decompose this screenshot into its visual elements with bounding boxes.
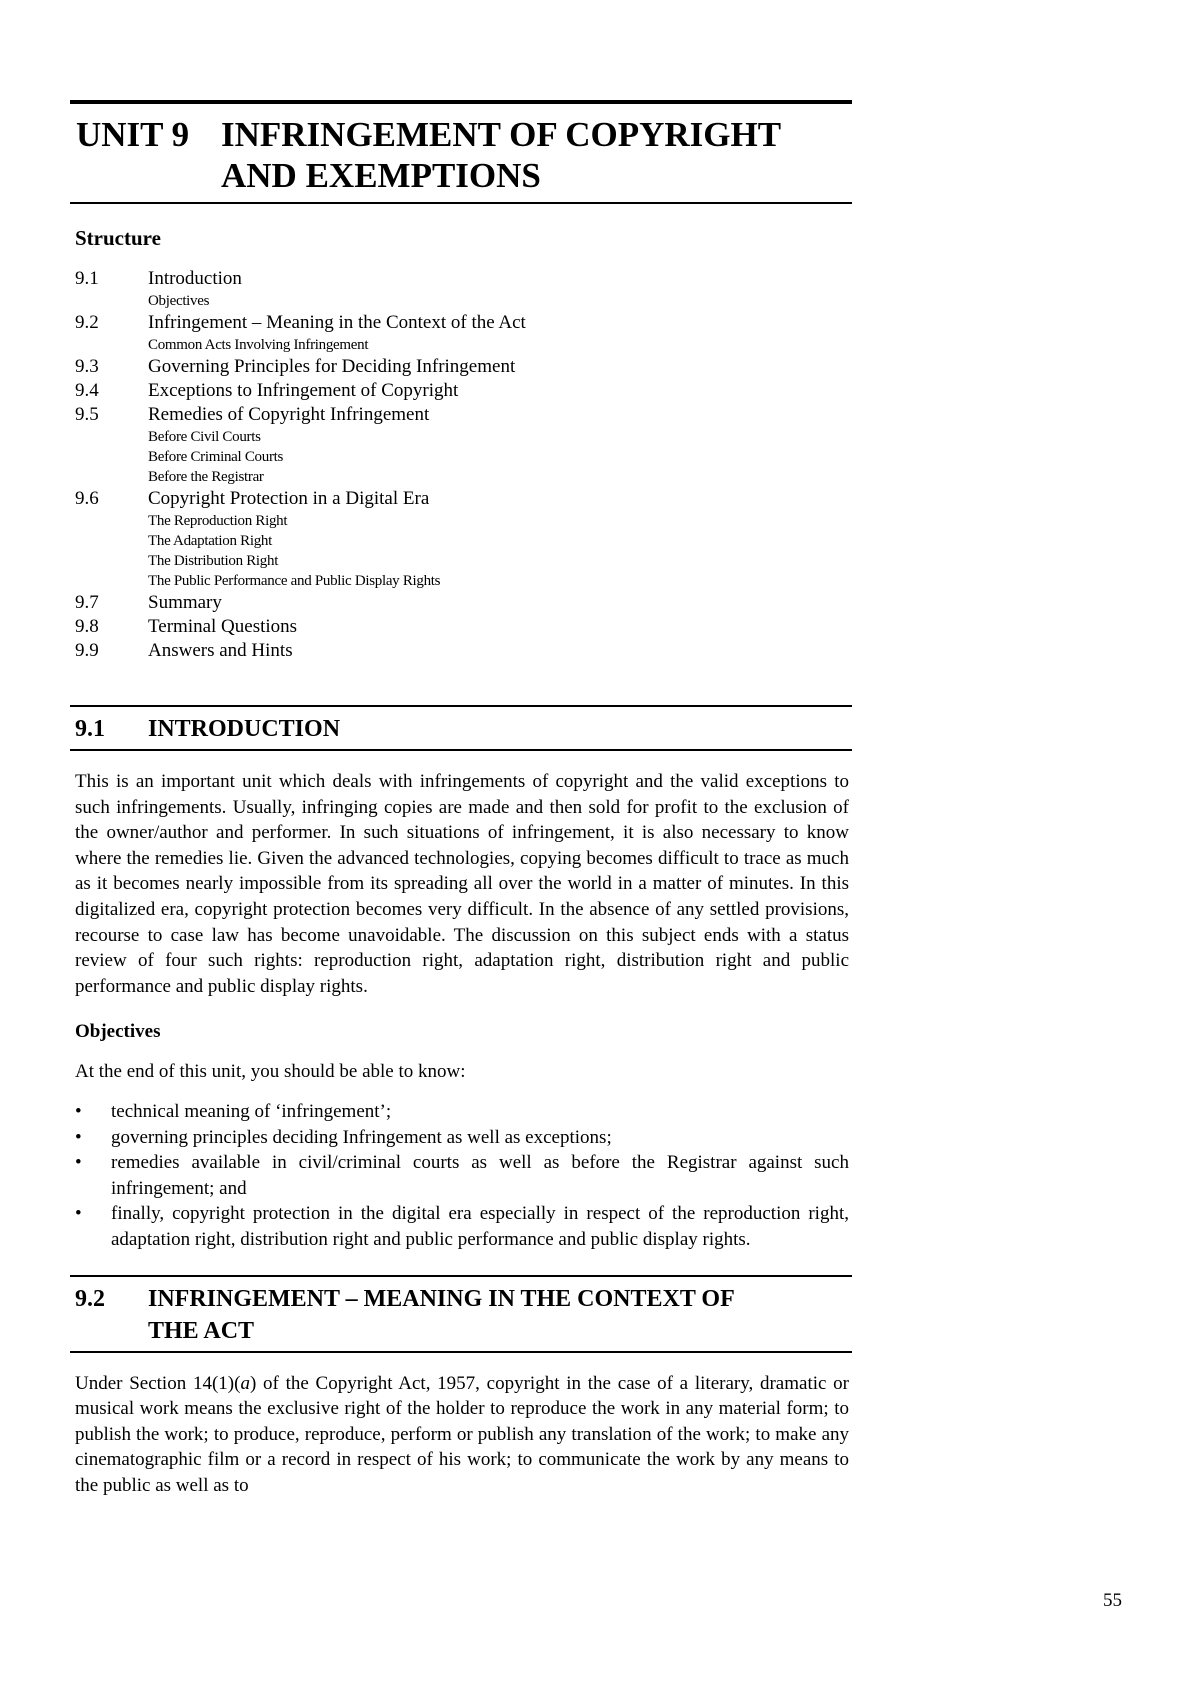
bullet-icon: •: [75, 1100, 82, 1122]
section-1-number: 9.1: [75, 716, 105, 742]
objectives-heading: Objectives: [75, 1021, 161, 1043]
page-number: 55: [1103, 1590, 1122, 1611]
objective-item: [75, 1125, 849, 1151]
unit-number: UNIT 9: [76, 115, 190, 154]
section-2-para-italic: a: [240, 1372, 250, 1394]
introduction-paragraph: This is an important unit which deals with infringements of copyright and the valid exceptions to such infringements. Usually, infringing copies are made and then sold for profit to the exclusion of the owner/author and performer. In such situations of infringement, it is also necessary to know where the remedies lie. Given the advanced technologies, copying becomes difficult to trace as much as it becomes nearly impossible from its spreading all over the world in a matter of minutes. In this digitalized era, copyright protection becomes very difficult. In the absence of any settled provisions, recourse to case law has become unavoidable. The discussion on this subject ends with a status review of four such rights: reproduction right, adaptation right, distribution right and public performance and public display rights.: [75, 771, 849, 997]
section-1-title: INTRODUCTION: [148, 716, 341, 742]
section-2-paragraph: [75, 1371, 849, 1499]
toc-item-title: Terminal Questions: [148, 616, 298, 637]
toc-item-number: 9.6: [75, 488, 99, 509]
toc-item: [75, 311, 852, 335]
toc-item: [75, 487, 852, 511]
bullet-icon: •: [75, 1152, 82, 1174]
objective-text: governing principles deciding Infringement as well as exceptions;: [111, 1126, 612, 1148]
unit-title-text: [221, 114, 852, 196]
toc-item-number: 9.3: [75, 356, 99, 377]
toc-item-number: 9.2: [75, 312, 99, 333]
section-2-title-line2: THE ACT: [148, 1317, 255, 1344]
toc-item: [75, 591, 852, 615]
toc-item-title: Summary: [148, 592, 222, 613]
objective-item: [75, 1150, 849, 1201]
toc-item-number: 9.5: [75, 404, 99, 425]
toc-item: [75, 379, 852, 403]
section-2-para-start: Under Section 14(1)(: [75, 1372, 241, 1394]
objective-item: [75, 1099, 849, 1125]
section-2-title: [148, 1283, 852, 1347]
section-2-title-line1: INFRINGEMENT – MEANING IN THE CONTEXT OF: [148, 1285, 735, 1312]
toc-subitem: The Distribution Right: [148, 553, 279, 569]
toc-subitem: The Reproduction Right: [148, 513, 288, 529]
toc-item-title: Exceptions to Infringement of Copyright: [148, 380, 459, 401]
unit-title: [70, 104, 852, 202]
section-2-heading: [70, 1277, 852, 1351]
objective-item: [75, 1201, 849, 1252]
objectives-list: [75, 1099, 849, 1253]
section-1-heading: [70, 707, 852, 749]
objectives-intro: At the end of this unit, you should be able to know:: [75, 1061, 466, 1083]
toc-item: [75, 403, 852, 427]
toc-item-number: 9.9: [75, 640, 99, 661]
toc-subitem: Before Criminal Courts: [148, 449, 284, 465]
toc-item-number: 9.8: [75, 616, 99, 637]
bullet-icon: •: [75, 1203, 82, 1225]
toc-subitem: Common Acts Involving Infringement: [148, 337, 369, 353]
bullet-icon: •: [75, 1126, 82, 1148]
toc-item-title: Remedies of Copyright Infringement: [148, 404, 430, 425]
toc-subitem: The Public Performance and Public Display Rights: [148, 573, 441, 589]
toc-item-number: 9.7: [75, 592, 99, 613]
toc-subitem: Before the Registrar: [148, 469, 264, 485]
table-of-contents: [75, 267, 852, 663]
toc-item: [75, 639, 852, 663]
structure-heading: Structure: [75, 226, 161, 250]
toc-item: [75, 267, 852, 291]
objective-text: finally, copyright protection in the digital era especially in respect of the reproduction right, adaptation right, distribution right and public performance and public display rights.: [111, 1203, 849, 1250]
toc-item: [75, 355, 852, 379]
toc-item: [75, 615, 852, 639]
section-2-bottom-rule: [70, 1351, 852, 1353]
unit-title-line2: AND EXEMPTIONS: [221, 156, 541, 195]
toc-subitem: Before Civil Courts: [148, 429, 261, 445]
unit-title-line1: INFRINGEMENT OF COPYRIGHT: [221, 115, 782, 154]
toc-subitem: The Adaptation Right: [148, 533, 272, 549]
toc-item-title: Infringement – Meaning in the Context of the Act: [148, 312, 526, 333]
section-1-bottom-rule: [70, 749, 852, 751]
section-2-number: 9.2: [75, 1285, 105, 1312]
toc-subitem: Objectives: [148, 293, 210, 309]
title-bottom-rule: [70, 202, 852, 204]
toc-item-number: 9.1: [75, 268, 99, 289]
toc-item-title: Introduction: [148, 268, 242, 289]
toc-item-number: 9.4: [75, 380, 99, 401]
objective-text: technical meaning of ‘infringement’;: [111, 1100, 392, 1122]
section-2-para-rest: ) of the Copyright Act, 1957, copyright in the case of a literary, dramatic or musical work means the exclusive right of the holder to reproduce the work in any material form; to publish the work; to produce, reproduce, perform or publish any translation of the work; to make any cinematographic film or a record in respect of his work; to communicate the work by any means to the public as well as to: [75, 1372, 849, 1496]
toc-item-title: Governing Principles for Deciding Infringement: [148, 356, 516, 377]
document-page: [70, 100, 852, 1498]
objective-text: remedies available in civil/criminal courts as well as before the Registrar against such infringement; and: [111, 1152, 849, 1199]
toc-item-title: Copyright Protection in a Digital Era: [148, 488, 430, 509]
toc-item-title: Answers and Hints: [148, 640, 293, 661]
